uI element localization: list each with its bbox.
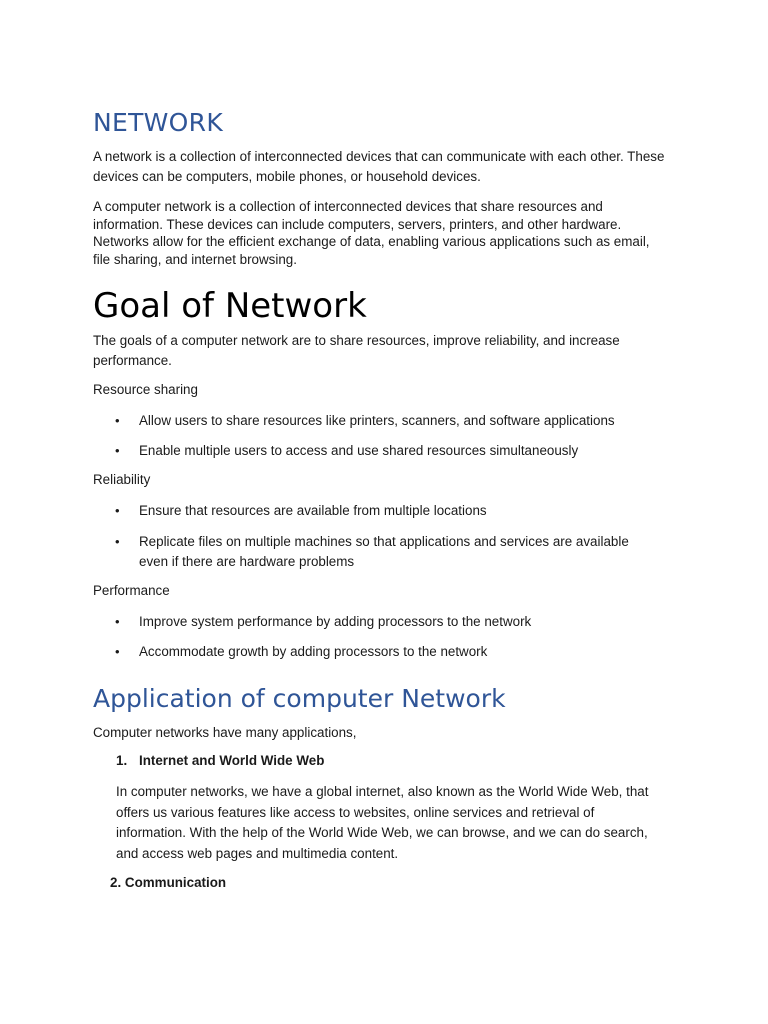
list-item: [115, 411, 655, 431]
intro-paragraph-2: A computer network is a collection of interconnected devices that share resources and information. These devices can include computers, servers, printers, and other hardware. Networks allow for the efficient exchange of data, enabling various applications such as email, file sharing, and internet browsing.: [93, 199, 650, 267]
list-item: [115, 642, 655, 662]
item-number: 1.: [116, 753, 128, 768]
list-item: [115, 441, 655, 461]
goal-intro: The goals of a computer network are to share resources, improve reliability, and increase performance.: [93, 333, 620, 368]
section-label-resource-sharing: Resource sharing: [93, 382, 198, 397]
bullet-icon: •: [115, 644, 120, 659]
item-title: Internet and World Wide Web: [139, 753, 325, 768]
list-item: [115, 501, 655, 521]
list-item: [115, 612, 655, 632]
section-label-reliability: Reliability: [93, 472, 151, 487]
bullet-icon: •: [115, 413, 120, 428]
bullet-icon: •: [115, 503, 120, 518]
bullet-icon: •: [115, 443, 120, 458]
list-item-text: Allow users to share resources like printers, scanners, and software applications: [139, 413, 615, 428]
list-item-text: Replicate files on multiple machines so that applications and services are available even if there are hardware problems: [139, 534, 629, 569]
app-item-1-body: In computer networks, we have a global internet, also known as the World Wide Web, that offers us various features like access to websites, online services and retrieval of information. With the help of the World Wide Web, we can browse, and we can do search, and access web pages and multimedia content.: [116, 784, 649, 861]
bullet-icon: •: [115, 534, 120, 549]
applications-heading: Application of computer Network: [93, 684, 506, 713]
list-item-text: Ensure that resources are available from multiple locations: [139, 503, 487, 518]
numbered-item-1: [116, 753, 324, 768]
title-network: NETWORK: [93, 108, 224, 137]
section-label-performance: Performance: [93, 583, 170, 598]
item-title: Communication: [124, 875, 227, 890]
bullet-icon: •: [115, 614, 120, 629]
list-item: [115, 532, 655, 572]
item-number: 2.: [110, 875, 122, 890]
list-item-text: Accommodate growth by adding processors to the network: [139, 644, 488, 659]
numbered-item-2: [110, 875, 226, 890]
intro-paragraph-1: A network is a collection of interconnected devices that can communicate with each other. These devices can be computers, mobile phones, or household devices.: [93, 149, 665, 184]
list-item-text: Improve system performance by adding processors to the network: [139, 614, 532, 629]
goal-heading: Goal of Network: [93, 286, 367, 326]
list-item-text: Enable multiple users to access and use shared resources simultaneously: [139, 443, 579, 458]
applications-intro: Computer networks have many applications,: [93, 725, 357, 740]
